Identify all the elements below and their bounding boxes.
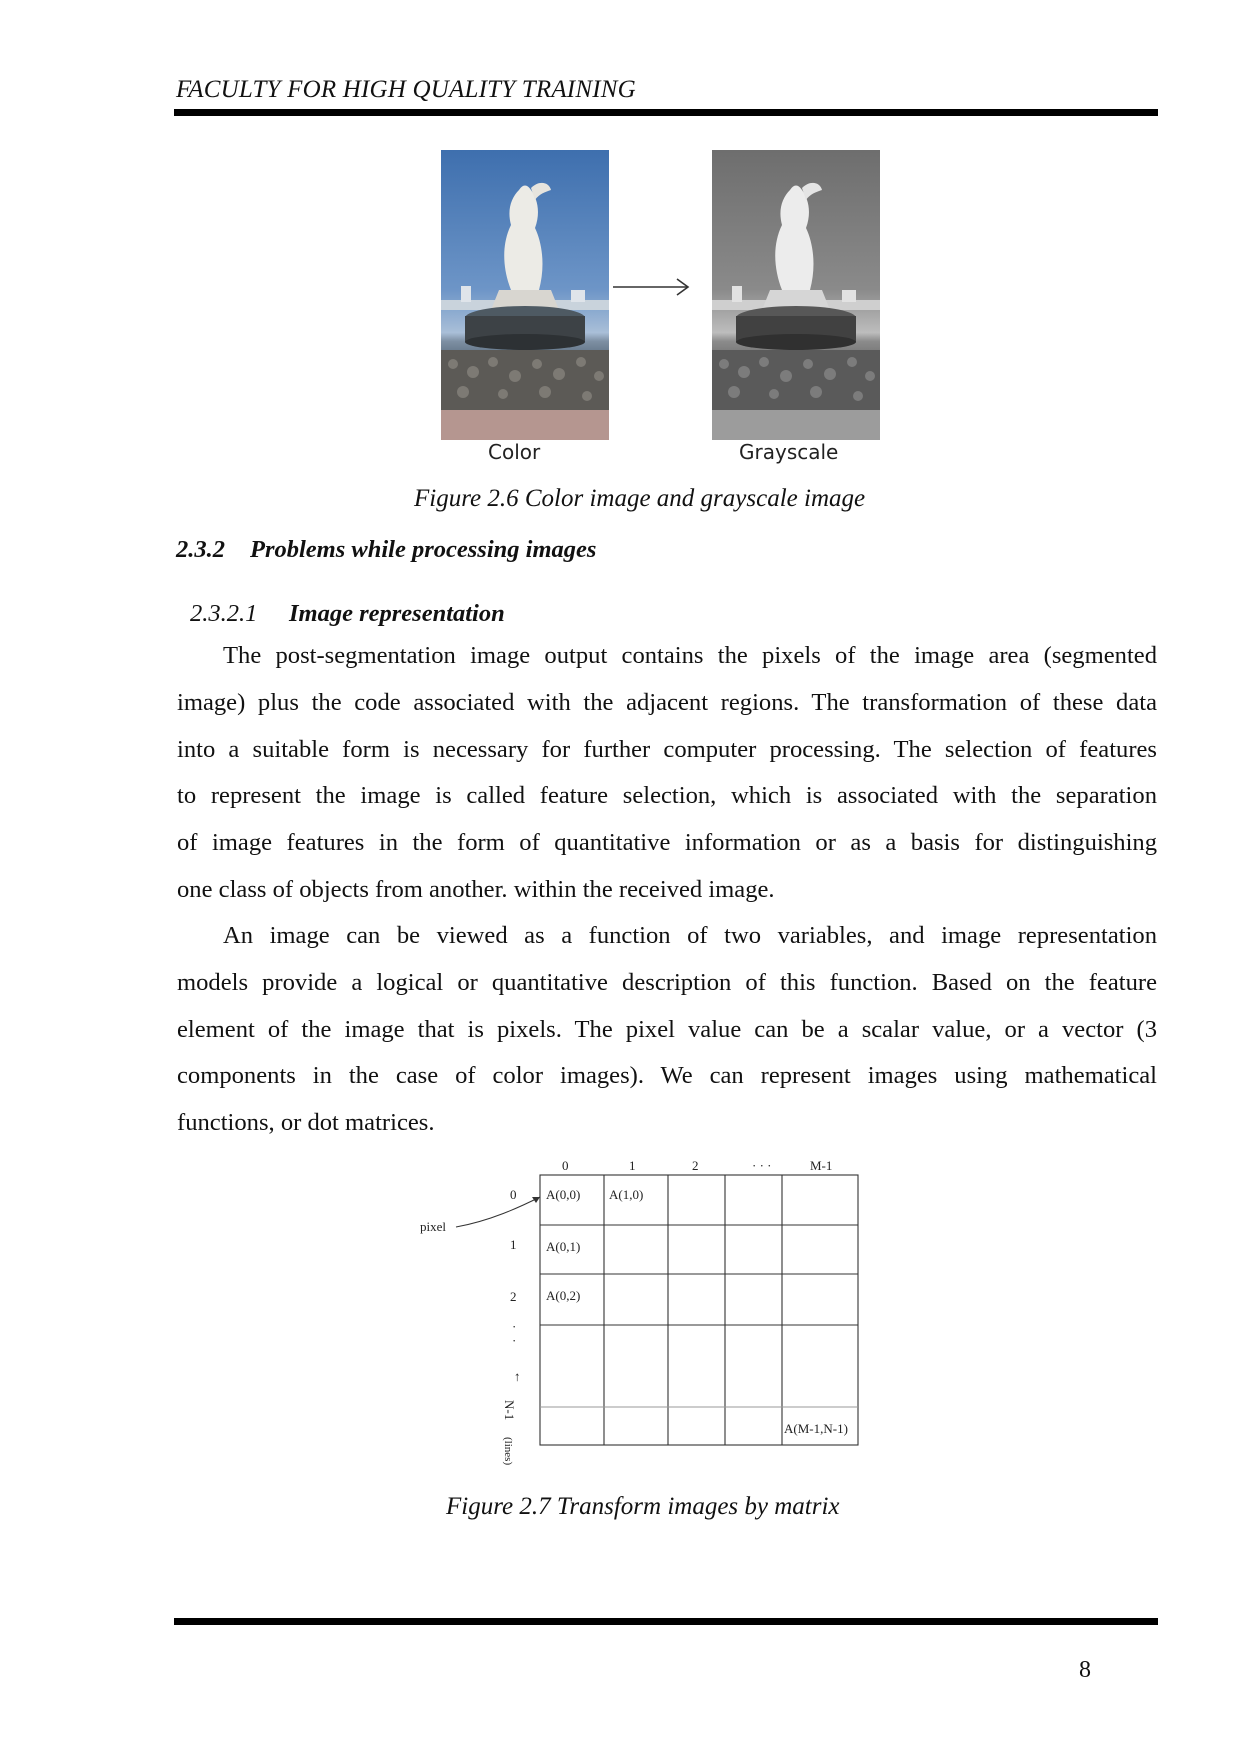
- paragraph-line: functions, or dot matrices.: [177, 1109, 435, 1137]
- matrix-grid: [540, 1175, 858, 1445]
- color-photo: [441, 150, 609, 440]
- page-number: 8: [1079, 1657, 1091, 1683]
- header-rule: [174, 109, 1158, 116]
- paragraph-2: [177, 913, 1157, 1147]
- paragraph-1: [177, 633, 1157, 914]
- matrix-cell: A(0,1): [546, 1239, 581, 1254]
- section-heading-2-3-2: [176, 536, 596, 564]
- footer-rule: [174, 1618, 1158, 1625]
- grayscale-photo: [712, 150, 880, 440]
- col-header: · · ·: [752, 1158, 772, 1173]
- running-header: FACULTY FOR HIGH QUALITY TRAINING: [176, 76, 636, 103]
- row-header: 1: [510, 1237, 517, 1252]
- rotated-row-label: N-1: [502, 1400, 517, 1421]
- col-header: 0: [562, 1158, 569, 1173]
- subsection-number: 2.3.2.1: [190, 600, 258, 627]
- color-label: Color: [488, 440, 541, 464]
- pixel-pointer-line: [456, 1197, 540, 1227]
- row-dot: ·: [512, 1333, 517, 1348]
- matrix-cell: A(0,0): [546, 1187, 581, 1202]
- matrix-cell: A(M-1,N-1): [784, 1421, 848, 1436]
- paragraph-line: models provide a logical or quantitative description of this function. Based on the feature: [177, 968, 1157, 996]
- figure-2-6-caption: Figure 2.6 Color image and grayscale image: [414, 485, 866, 512]
- section-title: Problems while processing images: [250, 536, 597, 563]
- rotated-lines-label: (lines): [502, 1437, 514, 1466]
- statue-illustration-gray: [712, 150, 880, 440]
- col-header: 2: [692, 1158, 699, 1173]
- matrix-cell: A(1,0): [609, 1187, 644, 1202]
- col-header: M-1: [810, 1158, 833, 1173]
- matrix-cell: A(0,2): [546, 1288, 581, 1303]
- paragraph-line: image) plus the code associated with the adjacent regions. The transformation of these data: [177, 688, 1157, 716]
- paragraph-line: element of the image that is pixels. The pixel value can be a scalar value, or a vector (3: [177, 1015, 1157, 1043]
- paragraph-line: components in the case of color images). We can represent images using mathematical: [177, 1062, 1157, 1090]
- subsection-title: Image representation: [289, 600, 505, 627]
- pixel-matrix-diagram: [420, 1155, 880, 1485]
- col-header: 1: [629, 1158, 636, 1173]
- statue-illustration-color: [441, 150, 609, 440]
- grayscale-label: Grayscale: [739, 440, 839, 464]
- row-header: 2: [510, 1289, 517, 1304]
- figure-2-7-caption: Figure 2.7 Transform images by matrix: [446, 1493, 840, 1520]
- paragraph-line: into a suitable form is necessary for further computer processing. The selection of features: [177, 735, 1157, 763]
- section-number: 2.3.2: [176, 536, 225, 563]
- paragraph-line: of image features in the form of quantitative information or as a basis for distinguishing: [177, 829, 1157, 857]
- row-header: 0: [510, 1187, 517, 1202]
- paragraph-line: to represent the image is called feature selection, which is associated with the separation: [177, 782, 1157, 810]
- right-arrow-icon: [613, 275, 693, 299]
- paragraph-line: one class of objects from another. within the received image.: [177, 875, 775, 903]
- paragraph-line: An image can be viewed as a function of two variables, and image representation: [223, 922, 1157, 949]
- subsection-heading-2-3-2-1: [190, 600, 505, 628]
- pixel-label: pixel: [420, 1219, 446, 1234]
- row-dot: ·: [512, 1319, 517, 1334]
- paragraph-line: The post-segmentation image output contains the pixels of the image area (segmented: [223, 642, 1157, 669]
- rotated-arrow-label: ←: [512, 1371, 527, 1384]
